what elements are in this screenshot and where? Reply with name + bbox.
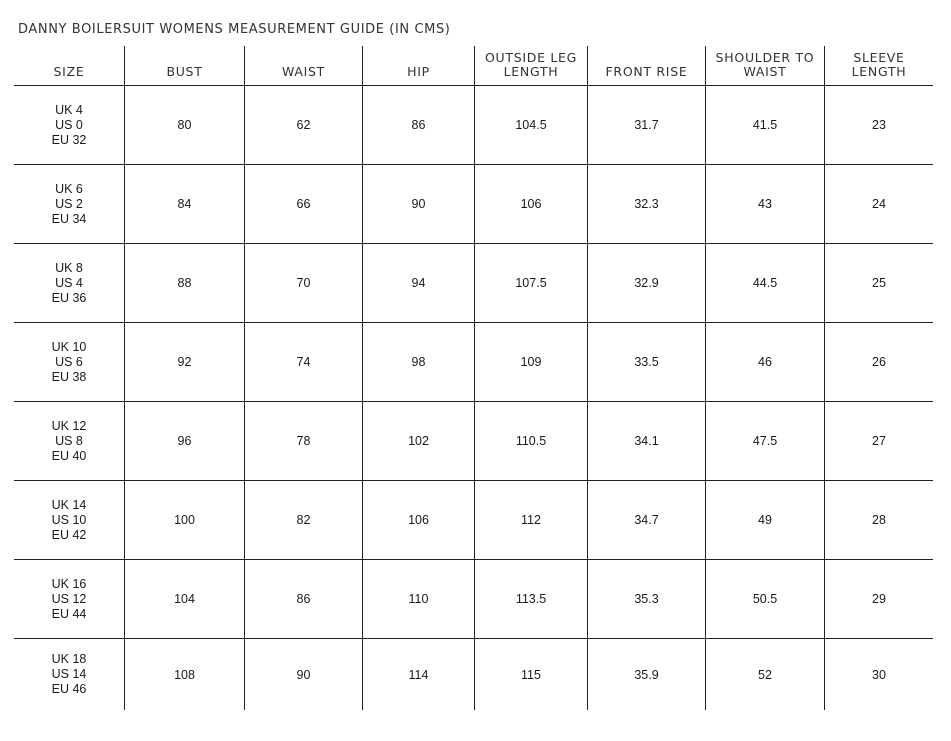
size-label: US 6 <box>55 354 83 369</box>
shoulder-to-waist-cell: 47.5 <box>706 402 825 480</box>
size-label: US 14 <box>51 667 87 681</box>
front-rise-cell: 34.1 <box>588 402 706 480</box>
table-row <box>14 86 933 165</box>
header-front-rise: FRONT RISE <box>588 46 706 85</box>
waist-cell: 82 <box>245 481 363 559</box>
outside-leg-length-cell: 106 <box>475 165 588 243</box>
size-label: US 8 <box>55 433 83 448</box>
front-rise-cell: 33.5 <box>588 323 706 401</box>
size-label: UK 12 <box>51 418 87 433</box>
sleeve-length-cell: 28 <box>872 513 886 527</box>
size-label: US 0 <box>55 117 83 132</box>
header-shoulder-to-waist: SHOULDER TO WAIST <box>706 46 825 85</box>
front-rise-cell: 34.7 <box>588 481 706 559</box>
sleeve-length-cell: 30 <box>872 667 886 682</box>
table-row <box>14 481 933 560</box>
sleeve-length-cell: 24 <box>872 197 886 211</box>
header-sleeve-length: SLEEVE LENGTH <box>851 50 907 79</box>
table-body <box>14 86 933 710</box>
shoulder-to-waist-cell: 50.5 <box>706 560 825 638</box>
size-label: UK 8 <box>55 260 83 275</box>
table-header-row <box>14 46 933 86</box>
size-cell <box>14 402 125 480</box>
waist-cell: 62 <box>245 86 363 164</box>
bust-cell: 84 <box>125 165 245 243</box>
bust-cell: 92 <box>125 323 245 401</box>
size-label: UK 10 <box>51 339 87 354</box>
size-cell <box>14 86 125 164</box>
page-title: DANNY BOILERSUIT WOMENS MEASUREMENT GUIDE (IN CMS) <box>18 22 451 37</box>
size-label: US 12 <box>51 591 87 606</box>
front-rise-cell: 32.9 <box>588 244 706 322</box>
shoulder-to-waist-cell: 49 <box>706 481 825 559</box>
shoulder-to-waist-cell: 44.5 <box>706 244 825 322</box>
outside-leg-length-cell: 115 <box>475 639 588 710</box>
shoulder-to-waist-cell: 41.5 <box>706 86 825 164</box>
bust-cell: 108 <box>125 639 245 710</box>
waist-cell: 66 <box>245 165 363 243</box>
front-rise-cell: 31.7 <box>588 86 706 164</box>
size-label: UK 18 <box>51 652 87 666</box>
header-hip: HIP <box>363 46 475 85</box>
outside-leg-length-cell: 104.5 <box>475 86 588 164</box>
size-label: UK 4 <box>55 102 83 117</box>
table-row <box>14 323 933 402</box>
hip-cell: 106 <box>363 481 475 559</box>
size-label: US 4 <box>55 275 83 290</box>
outside-leg-length-cell: 107.5 <box>475 244 588 322</box>
size-label: EU 32 <box>51 132 87 147</box>
size-cell <box>14 481 125 559</box>
header-size: SIZE <box>14 46 125 85</box>
shoulder-to-waist-cell: 43 <box>706 165 825 243</box>
waist-cell: 90 <box>245 639 363 710</box>
size-cell <box>14 323 125 401</box>
size-label: UK 16 <box>51 576 87 591</box>
table-row <box>14 244 933 323</box>
header-bust: BUST <box>125 46 245 85</box>
size-cell <box>14 165 125 243</box>
hip-cell: 110 <box>363 560 475 638</box>
hip-cell: 114 <box>363 639 475 710</box>
waist-cell: 70 <box>245 244 363 322</box>
measurement-table <box>14 46 933 710</box>
waist-cell: 74 <box>245 323 363 401</box>
bust-cell: 80 <box>125 86 245 164</box>
size-label: US 2 <box>55 196 83 211</box>
table-row <box>14 639 933 710</box>
size-label: US 10 <box>51 512 87 527</box>
bust-cell: 88 <box>125 244 245 322</box>
bust-cell: 104 <box>125 560 245 638</box>
size-label: EU 38 <box>51 369 87 384</box>
table-row <box>14 402 933 481</box>
outside-leg-length-cell: 109 <box>475 323 588 401</box>
outside-leg-length-cell: 110.5 <box>475 402 588 480</box>
waist-cell: 78 <box>245 402 363 480</box>
sleeve-length-cell: 26 <box>872 355 886 369</box>
front-rise-cell: 35.9 <box>588 639 706 710</box>
size-label: EU 36 <box>51 290 87 305</box>
bust-cell: 100 <box>125 481 245 559</box>
size-cell <box>14 560 125 638</box>
sleeve-length-cell: 25 <box>872 276 886 290</box>
size-label: EU 42 <box>51 527 87 542</box>
hip-cell: 86 <box>363 86 475 164</box>
size-label: UK 6 <box>55 181 83 196</box>
header-outside-leg-length: OUTSIDE LEG LENGTH <box>475 46 588 85</box>
size-label: EU 40 <box>51 448 87 463</box>
table-row <box>14 165 933 244</box>
size-label: EU 46 <box>51 682 87 696</box>
hip-cell: 94 <box>363 244 475 322</box>
outside-leg-length-cell: 112 <box>475 481 588 559</box>
header-waist: WAIST <box>245 46 363 85</box>
shoulder-to-waist-cell: 52 <box>706 639 825 710</box>
front-rise-cell: 32.3 <box>588 165 706 243</box>
front-rise-cell: 35.3 <box>588 560 706 638</box>
size-label: EU 44 <box>51 606 87 621</box>
outside-leg-length-cell: 113.5 <box>475 560 588 638</box>
hip-cell: 90 <box>363 165 475 243</box>
bust-cell: 96 <box>125 402 245 480</box>
sleeve-length-cell: 23 <box>872 118 886 132</box>
hip-cell: 98 <box>363 323 475 401</box>
size-cell <box>14 639 125 710</box>
sleeve-length-cell: 27 <box>872 434 886 448</box>
size-label: EU 34 <box>51 211 87 226</box>
size-label: UK 14 <box>51 497 87 512</box>
shoulder-to-waist-cell: 46 <box>706 323 825 401</box>
sleeve-length-cell: 29 <box>872 592 886 606</box>
waist-cell: 86 <box>245 560 363 638</box>
hip-cell: 102 <box>363 402 475 480</box>
table-row <box>14 560 933 639</box>
size-cell <box>14 244 125 322</box>
